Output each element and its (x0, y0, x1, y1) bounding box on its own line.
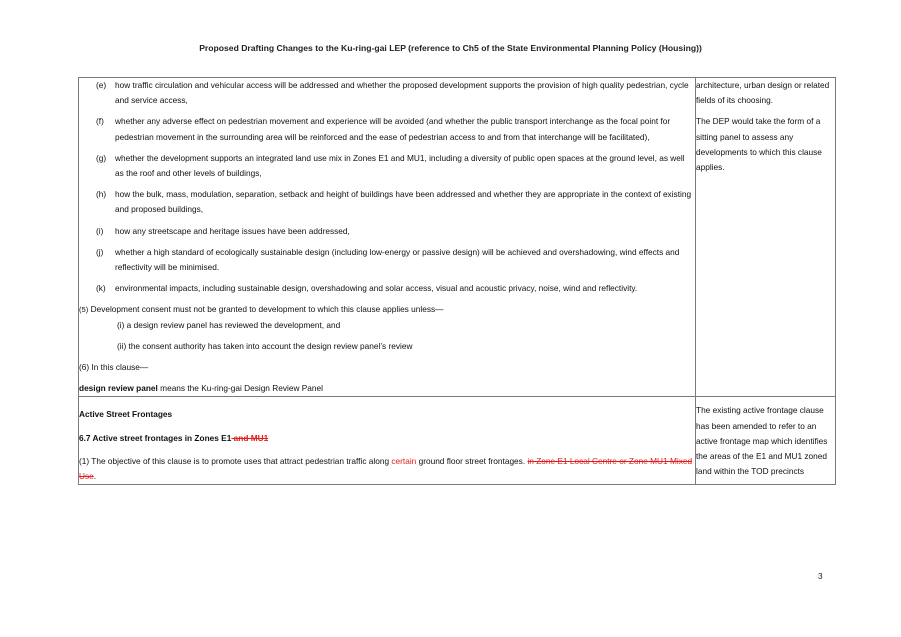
table-row (79, 397, 836, 485)
definition-text: means the Ku-ring-gai Design Review Panel (157, 383, 323, 394)
clause-5 (79, 302, 695, 317)
objective-text: ground floor street frontages. (416, 455, 528, 466)
deleted-text: in Zone E1 Local Centre or Zone MU1 Mixed Use (79, 455, 693, 482)
list-item (79, 78, 695, 108)
clause-cell (79, 78, 696, 397)
inserted-text: certain (391, 455, 417, 466)
clause-5-i: (i) a design review panel has reviewed the development, and (117, 319, 341, 330)
item-label: (g) (96, 152, 107, 163)
list-item (79, 187, 695, 217)
objective-clause (79, 454, 695, 484)
definition (79, 381, 695, 396)
drafting-table (78, 77, 836, 485)
item-label: (h) (96, 189, 107, 200)
item-text: whether any adverse effect on pedestrian movement and experience will be avoided (and whether the public transport interchange as the focal point for pedestrian movement in the surrounding area will be reinforced and the ease of pedestrian access to and from that interchange will be facilitated), (115, 116, 671, 142)
deleted-text: and MU1 (231, 432, 269, 443)
objective-text: . (93, 471, 97, 482)
definition-term: design review panel (79, 383, 158, 394)
objective-text: (1) The objective of this clause is to promote uses that attract pedestrian traffic along (79, 455, 392, 466)
clause-title-text: 6.7 Active street frontages in Zones E1 (79, 432, 232, 443)
page-number: 3 (818, 571, 823, 581)
clause-cell (79, 397, 696, 485)
clause-5-text: Development consent must not be granted to development to which this clause applies unless— (90, 304, 444, 315)
item-label: (f) (96, 116, 104, 127)
item-text: how traffic circulation and vehicular access will be addressed and whether the proposed development supports the provision of high quality pedestrian, cycle and service access, (115, 80, 689, 106)
comment-text: The existing active frontage clause has been amended to refer to an active frontage map which identifies the areas of the E1 and MU1 zoned land within the TOD precincts (696, 405, 828, 477)
list-item (79, 224, 695, 239)
comment-cell (696, 397, 836, 485)
item-text: environmental impacts, including sustainable design, overshadowing and solar access, visual and acoustic privacy, noise, wind and reflectivity. (115, 283, 638, 294)
list-item (79, 151, 695, 181)
comment-cell (696, 78, 836, 397)
item-label: (j) (96, 246, 104, 257)
comment-text: architecture, urban design or related fields of its choosing. (696, 80, 830, 106)
document-header: Proposed Drafting Changes to the Ku-ring-gai LEP (reference to Ch5 of the State Environmental Planning Policy (Housing)) (199, 43, 702, 53)
list-item (79, 114, 695, 144)
item-text: whether a high standard of ecologically sustainable design (including low-energy or passive design) will be achieved and overshadowing, wind effects and reflectivity will be minimised. (115, 246, 680, 273)
clause-5-label: (5) (79, 305, 89, 315)
list-item (79, 245, 695, 275)
list-item (79, 281, 695, 296)
item-text: how the bulk, mass, modulation, separation, setback and height of buildings have been addressed and whether they are appropriate in the context of existing and proposed buildings, (115, 189, 692, 215)
clause-5-ii: (ii) the consent authority has taken into account the design review panel’s review (117, 340, 413, 351)
table-row (79, 78, 836, 397)
item-label: (e) (96, 80, 107, 90)
comment-text: The DEP would take the form of a sitting panel to assess any developments to which this clause applies. (696, 116, 822, 173)
item-label: (i) (96, 225, 104, 236)
item-text: how any streetscape and heritage issues have been addressed, (115, 225, 350, 236)
item-label: (k) (96, 283, 106, 294)
clause-title (79, 431, 695, 446)
clause-6: (6) In this clause— (79, 362, 149, 373)
section-heading: Active Street Frontages (79, 409, 173, 420)
item-text: whether the development supports an integrated land use mix in Zones E1 and MU1, including a diversity of public open spaces at the ground level, as well as the roof and other levels of buildings, (115, 152, 685, 179)
